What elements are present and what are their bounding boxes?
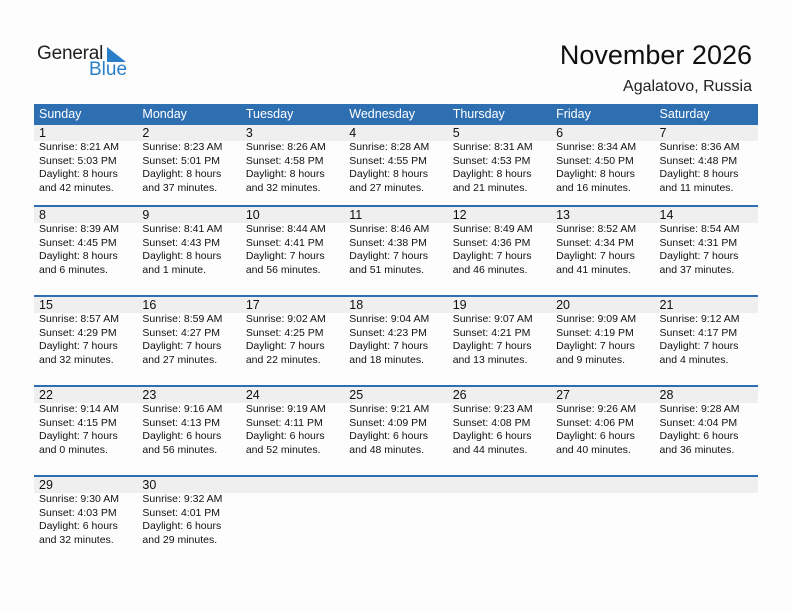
day-cell: [34, 387, 137, 457]
daylight2-text: and 46 minutes.: [452, 263, 528, 276]
sunset-text: Sunset: 4:04 PM: [659, 416, 738, 429]
day-number: 30: [142, 478, 157, 492]
daylight2-text: and 42 minutes.: [39, 181, 114, 194]
day-cell: [655, 297, 758, 367]
daylight1-text: Daylight: 6 hours: [142, 520, 222, 532]
day-number: 16: [142, 298, 157, 312]
day-cell: [448, 297, 551, 367]
weekday-monday: Monday: [142, 107, 187, 121]
daylight2-text: and 18 minutes.: [349, 353, 424, 366]
daylight2-text: and 32 minutes.: [245, 181, 321, 194]
day-cell: [551, 125, 654, 195]
sunrise-text: Sunrise: 9:32 AM: [142, 493, 223, 505]
daylight1-text: Daylight: 7 hours: [142, 340, 222, 352]
sunrise-text: Sunrise: 8:26 AM: [245, 141, 326, 153]
day-number: 28: [659, 388, 674, 402]
daylight1-text: Daylight: 6 hours: [142, 430, 222, 442]
day-number: 11: [349, 208, 363, 222]
weekday-thursday: Thursday: [452, 107, 505, 121]
daylight1-text: Daylight: 6 hours: [659, 430, 739, 442]
sunset-text: Sunset: 4:11 PM: [245, 416, 323, 429]
daylight2-text: and 52 minutes.: [245, 443, 321, 456]
sunset-text: Sunset: 4:55 PM: [349, 154, 427, 167]
sunrise-text: Sunrise: 8:23 AM: [142, 141, 223, 153]
daylight2-text: and 16 minutes.: [556, 181, 631, 194]
daylight2-text: and 56 minutes.: [245, 263, 321, 276]
calendar: [34, 104, 758, 565]
day-number: 23: [142, 388, 157, 402]
sunset-text: Sunset: 4:31 PM: [659, 236, 738, 249]
sunset-text: Sunset: 4:25 PM: [245, 326, 324, 339]
day-cell: [241, 125, 344, 195]
day-number: 12: [452, 208, 467, 222]
day-cell: [344, 387, 447, 457]
day-number: [246, 477, 344, 493]
day-number: 10: [245, 208, 260, 222]
daylight1-text: Daylight: 8 hours: [142, 250, 222, 262]
daylight2-text: and 27 minutes.: [349, 181, 424, 194]
day-cell: [137, 387, 240, 457]
day-cell: [34, 125, 137, 195]
daylight2-text: and 51 minutes.: [349, 263, 424, 276]
daylight2-text: and 21 minutes.: [452, 181, 528, 194]
daylight2-text: and 36 minutes.: [659, 443, 735, 456]
day-cell: [34, 477, 137, 547]
sunset-text: Sunset: 4:41 PM: [245, 236, 324, 249]
logo: [37, 43, 137, 83]
sunset-text: Sunset: 4:43 PM: [142, 236, 221, 249]
day-cell: [344, 207, 447, 277]
daylight2-text: and 1 minute.: [142, 263, 207, 276]
daylight2-text: and 29 minutes.: [142, 533, 218, 546]
sunset-text: Sunset: 4:38 PM: [349, 236, 427, 249]
day-cell: [241, 297, 344, 367]
day-cell: [551, 297, 654, 367]
daylight1-text: Daylight: 7 hours: [245, 340, 325, 352]
day-cell: [34, 207, 137, 277]
week-row: [34, 295, 758, 385]
sunrise-text: Sunrise: 8:49 AM: [452, 223, 533, 235]
day-cell: [137, 477, 240, 547]
day-cell: [344, 477, 447, 547]
weekday-tuesday: Tuesday: [245, 107, 294, 121]
sunrise-text: Sunrise: 8:54 AM: [659, 223, 740, 235]
day-cell: [655, 387, 758, 457]
sunrise-text: Sunrise: 8:28 AM: [349, 141, 430, 153]
day-cell: [655, 207, 758, 277]
daylight1-text: Daylight: 6 hours: [245, 430, 325, 442]
sunrise-text: Sunrise: 8:31 AM: [452, 141, 533, 153]
sunset-text: Sunset: 4:01 PM: [142, 506, 221, 519]
daylight2-text: and 9 minutes.: [556, 353, 625, 366]
sunrise-text: Sunrise: 9:07 AM: [452, 313, 533, 325]
week-row: [34, 205, 758, 295]
week-row: [34, 385, 758, 475]
day-cell: [137, 125, 240, 195]
daylight1-text: Daylight: 7 hours: [452, 250, 532, 262]
day-number: [453, 477, 551, 493]
daylight1-text: Daylight: 7 hours: [659, 340, 739, 352]
sunrise-text: Sunrise: 8:59 AM: [142, 313, 223, 325]
weekday-saturday: Saturday: [659, 107, 710, 121]
day-number: 5: [452, 126, 460, 140]
location: Agalatovo, Russia: [623, 78, 752, 95]
daylight1-text: Daylight: 7 hours: [39, 340, 118, 352]
logo-general-text: General: [37, 43, 104, 64]
daylight2-text: and 41 minutes.: [556, 263, 631, 276]
day-cell: [551, 387, 654, 457]
sunset-text: Sunset: 4:19 PM: [556, 326, 634, 339]
daylight1-text: Daylight: 7 hours: [245, 250, 325, 262]
day-cell: [137, 207, 240, 277]
daylight1-text: Daylight: 8 hours: [659, 168, 739, 180]
daylight1-text: Daylight: 8 hours: [349, 168, 429, 180]
sunrise-text: Sunrise: 9:26 AM: [556, 403, 637, 415]
daylight1-text: Daylight: 8 hours: [39, 250, 118, 262]
day-number: 18: [349, 298, 364, 312]
weekday-wednesday: Wednesday: [349, 107, 416, 121]
sunrise-text: Sunrise: 8:44 AM: [245, 223, 326, 235]
sunrise-text: Sunrise: 8:21 AM: [39, 141, 119, 153]
day-number: 17: [245, 298, 260, 312]
daylight2-text: and 44 minutes.: [452, 443, 528, 456]
day-number: 1: [39, 126, 46, 140]
sunset-text: Sunset: 4:08 PM: [452, 416, 531, 429]
sunset-text: Sunset: 4:48 PM: [659, 154, 738, 167]
week-row: [34, 125, 758, 205]
day-number: 2: [142, 126, 150, 140]
sunset-text: Sunset: 4:06 PM: [556, 416, 634, 429]
sunset-text: Sunset: 4:21 PM: [452, 326, 531, 339]
daylight2-text: and 32 minutes.: [39, 533, 114, 546]
sunset-text: Sunset: 4:13 PM: [142, 416, 221, 429]
day-number: 20: [556, 298, 571, 312]
day-number: [556, 477, 654, 493]
sunset-text: Sunset: 4:58 PM: [245, 154, 324, 167]
sunset-text: Sunset: 4:03 PM: [39, 506, 117, 519]
day-number: 6: [556, 126, 564, 140]
daylight1-text: Daylight: 7 hours: [349, 340, 429, 352]
sunrise-text: Sunrise: 8:39 AM: [39, 223, 119, 235]
daylight1-text: Daylight: 6 hours: [39, 520, 118, 532]
day-cell: [241, 207, 344, 277]
sunrise-text: Sunrise: 9:28 AM: [659, 403, 740, 415]
sunset-text: Sunset: 4:09 PM: [349, 416, 427, 429]
day-number: 22: [39, 388, 53, 402]
sunset-text: Sunset: 4:45 PM: [39, 236, 117, 249]
day-number: 7: [659, 126, 667, 140]
sunset-text: Sunset: 4:15 PM: [39, 416, 117, 429]
day-number: [349, 477, 447, 493]
daylight1-text: Daylight: 7 hours: [659, 250, 739, 262]
day-cell: [448, 387, 551, 457]
day-number: 24: [245, 388, 260, 402]
day-cell: [448, 477, 551, 547]
day-number: [660, 477, 758, 493]
sunset-text: Sunset: 5:01 PM: [142, 154, 221, 167]
sunrise-text: Sunrise: 9:19 AM: [245, 403, 326, 415]
logo-blue-text: Blue: [89, 59, 128, 80]
day-number: 8: [39, 208, 46, 222]
day-cell: [241, 387, 344, 457]
sunrise-text: Sunrise: 9:09 AM: [556, 313, 637, 325]
daylight2-text: and 22 minutes.: [245, 353, 321, 366]
sunrise-text: Sunrise: 9:14 AM: [39, 403, 119, 415]
daylight2-text: and 32 minutes.: [39, 353, 114, 366]
daylight1-text: Daylight: 8 hours: [39, 168, 118, 180]
day-number: 21: [659, 298, 674, 312]
sunset-text: Sunset: 4:23 PM: [349, 326, 427, 339]
sunrise-text: Sunrise: 8:34 AM: [556, 141, 637, 153]
day-number: 26: [452, 388, 467, 402]
sunrise-text: Sunrise: 8:36 AM: [659, 141, 740, 153]
sunset-text: Sunset: 4:50 PM: [556, 154, 634, 167]
sunrise-text: Sunrise: 9:04 AM: [349, 313, 430, 325]
weekday-header: [34, 104, 758, 125]
sunrise-text: Sunrise: 9:30 AM: [39, 493, 119, 505]
daylight2-text: and 6 minutes.: [39, 263, 108, 276]
weekday-sunday: Sunday: [39, 107, 82, 121]
day-cell: [551, 477, 654, 547]
sunrise-text: Sunrise: 9:16 AM: [142, 403, 223, 415]
sunrise-text: Sunrise: 9:23 AM: [452, 403, 533, 415]
page-title: November 2026: [559, 40, 752, 70]
day-cell: [655, 125, 758, 195]
day-number: 29: [39, 478, 53, 492]
daylight2-text: and 40 minutes.: [556, 443, 631, 456]
sunset-text: Sunset: 4:29 PM: [39, 326, 117, 339]
daylight1-text: Daylight: 7 hours: [556, 250, 635, 262]
day-cell: [137, 297, 240, 367]
day-cell: [551, 207, 654, 277]
sunrise-text: Sunrise: 9:02 AM: [245, 313, 326, 325]
daylight1-text: Daylight: 6 hours: [349, 430, 429, 442]
day-number: 27: [556, 388, 571, 402]
daylight1-text: Daylight: 6 hours: [452, 430, 532, 442]
day-number: 15: [39, 298, 53, 312]
day-number: 13: [556, 208, 571, 222]
sunset-text: Sunset: 4:36 PM: [452, 236, 531, 249]
sunrise-text: Sunrise: 8:41 AM: [142, 223, 223, 235]
sunrise-text: Sunrise: 9:21 AM: [349, 403, 430, 415]
sunset-text: Sunset: 4:17 PM: [659, 326, 738, 339]
day-cell: [34, 297, 137, 367]
sunset-text: Sunset: 4:53 PM: [452, 154, 531, 167]
day-cell: [448, 207, 551, 277]
daylight1-text: Daylight: 7 hours: [349, 250, 429, 262]
day-cell: [344, 297, 447, 367]
daylight1-text: Daylight: 8 hours: [245, 168, 325, 180]
daylight2-text: and 37 minutes.: [142, 181, 218, 194]
sunrise-text: Sunrise: 9:12 AM: [659, 313, 740, 325]
daylight2-text: and 4 minutes.: [659, 353, 729, 366]
daylight2-text: and 56 minutes.: [142, 443, 218, 456]
daylight1-text: Daylight: 8 hours: [142, 168, 222, 180]
sunrise-text: Sunrise: 8:57 AM: [39, 313, 119, 325]
daylight2-text: and 11 minutes.: [659, 181, 734, 194]
day-number: 25: [349, 388, 364, 402]
day-cell: [448, 125, 551, 195]
daylight2-text: and 37 minutes.: [659, 263, 735, 276]
day-number: 9: [142, 208, 150, 222]
day-cell: [241, 477, 344, 547]
daylight1-text: Daylight: 8 hours: [556, 168, 635, 180]
sunrise-text: Sunrise: 8:52 AM: [556, 223, 637, 235]
day-number: 4: [349, 126, 357, 140]
weekday-friday: Friday: [556, 107, 591, 121]
day-cell: [655, 477, 758, 547]
day-number: 14: [659, 208, 674, 222]
daylight1-text: Daylight: 7 hours: [39, 430, 118, 442]
daylight2-text: and 13 minutes.: [452, 353, 528, 366]
daylight1-text: Daylight: 7 hours: [452, 340, 532, 352]
sunset-text: Sunset: 4:27 PM: [142, 326, 221, 339]
week-row: [34, 475, 758, 565]
daylight2-text: and 0 minutes.: [39, 443, 108, 456]
daylight2-text: and 48 minutes.: [349, 443, 424, 456]
sunset-text: Sunset: 5:03 PM: [39, 154, 117, 167]
daylight1-text: Daylight: 7 hours: [556, 340, 635, 352]
day-number: 19: [452, 298, 467, 312]
daylight1-text: Daylight: 6 hours: [556, 430, 635, 442]
day-cell: [344, 125, 447, 195]
daylight1-text: Daylight: 8 hours: [452, 168, 532, 180]
sunrise-text: Sunrise: 8:46 AM: [349, 223, 430, 235]
sunset-text: Sunset: 4:34 PM: [556, 236, 634, 249]
daylight2-text: and 27 minutes.: [142, 353, 218, 366]
day-number: 3: [245, 126, 253, 140]
